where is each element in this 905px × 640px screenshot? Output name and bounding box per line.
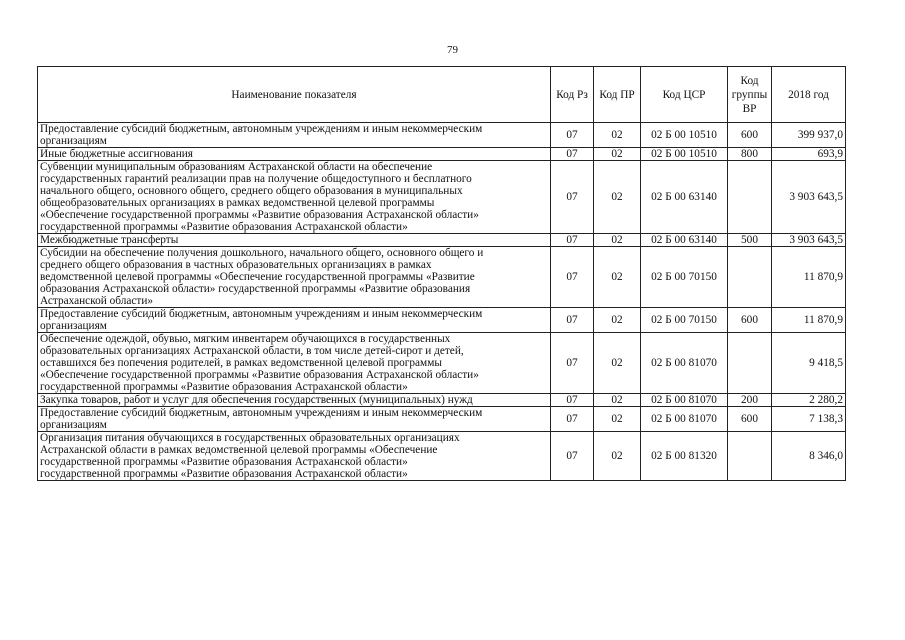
- row-pr: 02: [594, 148, 641, 161]
- table-row: [38, 308, 846, 333]
- row-amount: 2 280,2: [772, 394, 846, 407]
- row-amount: 8 346,0: [772, 432, 846, 481]
- table-row: [38, 432, 846, 481]
- row-amount: 11 870,9: [772, 247, 846, 308]
- table-row: [38, 407, 846, 432]
- row-csr: 02 Б 00 10510: [641, 123, 728, 148]
- row-csr: 02 Б 00 70150: [641, 247, 728, 308]
- budget-table: [37, 66, 846, 481]
- row-pr: 02: [594, 333, 641, 394]
- row-vr: [728, 333, 772, 394]
- header-vr: Код группы ВР: [728, 67, 772, 123]
- row-name: Организация питания обучающихся в государственных образовательных организациях Астраханской области в рамках ведомственной целевой программы «Обеспечение государственной программы «Развитие образования Астраханской области» государственной программы «Развитие образования Астраханской области»: [38, 432, 551, 481]
- row-rz: 07: [551, 148, 594, 161]
- row-name: Предоставление субсидий бюджетным, автономным учреждениям и иным некоммерческим организациям: [38, 308, 551, 333]
- table-row: [38, 123, 846, 148]
- row-amount: 3 903 643,5: [772, 234, 846, 247]
- row-name: Субсидии на обеспечение получения дошкольного, начального общего, основного общего и среднего общего образования в частных образовательных организациях в рамках ведомственной целевой программы «Обеспечение государственной программы «Развитие образования Астраханской области» государственной программы «Развитие образования Астраханской области»: [38, 247, 551, 308]
- row-amount: 399 937,0: [772, 123, 846, 148]
- row-vr: 200: [728, 394, 772, 407]
- row-csr: 02 Б 00 81070: [641, 394, 728, 407]
- row-csr: 02 Б 00 10510: [641, 148, 728, 161]
- row-rz: 07: [551, 161, 594, 234]
- table-row: [38, 247, 846, 308]
- row-pr: 02: [594, 394, 641, 407]
- row-rz: 07: [551, 333, 594, 394]
- row-name: Субвенции муниципальным образованиям Астраханской области на обеспечение государственных гарантий реализации прав на получение общедоступного и бесплатного начального общего, основного общего, среднего общего образования в муниципальных общеобразовательных организациях в рамках ведомственной целевой программы «Обеспечение государственной программы «Развитие образования Астраханской области» государственной программы «Развитие образования Астраханской области»: [38, 161, 551, 234]
- row-rz: 07: [551, 234, 594, 247]
- row-pr: 02: [594, 308, 641, 333]
- row-csr: 02 Б 00 81320: [641, 432, 728, 481]
- header-csr: Код ЦСР: [641, 67, 728, 123]
- row-name: Обеспечение одеждой, обувью, мягким инвентарем обучающихся в государственных образовательных организациях Астраханской области, в том числе детей-сирот и детей, оставшихся без попечения родителей, в рамках ведомственной целевой программы «Обеспечение государственной программы «Развитие образования Астраханской области» государственной программы «Развитие образования Астраханской области»: [38, 333, 551, 394]
- table-row: [38, 394, 846, 407]
- header-name: Наименование показателя: [38, 67, 551, 123]
- header-pr: Код ПР: [594, 67, 641, 123]
- row-csr: 02 Б 00 63140: [641, 161, 728, 234]
- table-row: [38, 148, 846, 161]
- row-csr: 02 Б 00 81070: [641, 333, 728, 394]
- row-csr: 02 Б 00 63140: [641, 234, 728, 247]
- row-amount: 11 870,9: [772, 308, 846, 333]
- table-row: [38, 161, 846, 234]
- row-rz: 07: [551, 432, 594, 481]
- row-pr: 02: [594, 407, 641, 432]
- row-pr: 02: [594, 247, 641, 308]
- table-row: [38, 333, 846, 394]
- row-vr: [728, 161, 772, 234]
- row-vr: 600: [728, 308, 772, 333]
- row-amount: 9 418,5: [772, 333, 846, 394]
- row-pr: 02: [594, 161, 641, 234]
- header-rz: Код Рз: [551, 67, 594, 123]
- row-name: Предоставление субсидий бюджетным, автономным учреждениям и иным некоммерческим организациям: [38, 407, 551, 432]
- row-csr: 02 Б 00 81070: [641, 407, 728, 432]
- row-amount: 693,9: [772, 148, 846, 161]
- row-vr: 800: [728, 148, 772, 161]
- row-name: Предоставление субсидий бюджетным, автономным учреждениям и иным некоммерческим организациям: [38, 123, 551, 148]
- row-rz: 07: [551, 394, 594, 407]
- row-pr: 02: [594, 234, 641, 247]
- row-vr: 600: [728, 407, 772, 432]
- row-vr: 600: [728, 123, 772, 148]
- row-rz: 07: [551, 308, 594, 333]
- header-amount: 2018 год: [772, 67, 846, 123]
- row-name: Межбюджетные трансферты: [38, 234, 551, 247]
- row-rz: 07: [551, 123, 594, 148]
- row-name: Иные бюджетные ассигнования: [38, 148, 551, 161]
- table-header-row: [38, 67, 846, 123]
- row-amount: 3 903 643,5: [772, 161, 846, 234]
- row-rz: 07: [551, 407, 594, 432]
- row-pr: 02: [594, 432, 641, 481]
- row-csr: 02 Б 00 70150: [641, 308, 728, 333]
- row-rz: 07: [551, 247, 594, 308]
- row-vr: [728, 432, 772, 481]
- row-name: Закупка товаров, работ и услуг для обеспечения государственных (муниципальных) нужд: [38, 394, 551, 407]
- page-number: 79: [447, 44, 458, 56]
- row-vr: [728, 247, 772, 308]
- row-amount: 7 138,3: [772, 407, 846, 432]
- row-pr: 02: [594, 123, 641, 148]
- table-row: [38, 234, 846, 247]
- row-vr: 500: [728, 234, 772, 247]
